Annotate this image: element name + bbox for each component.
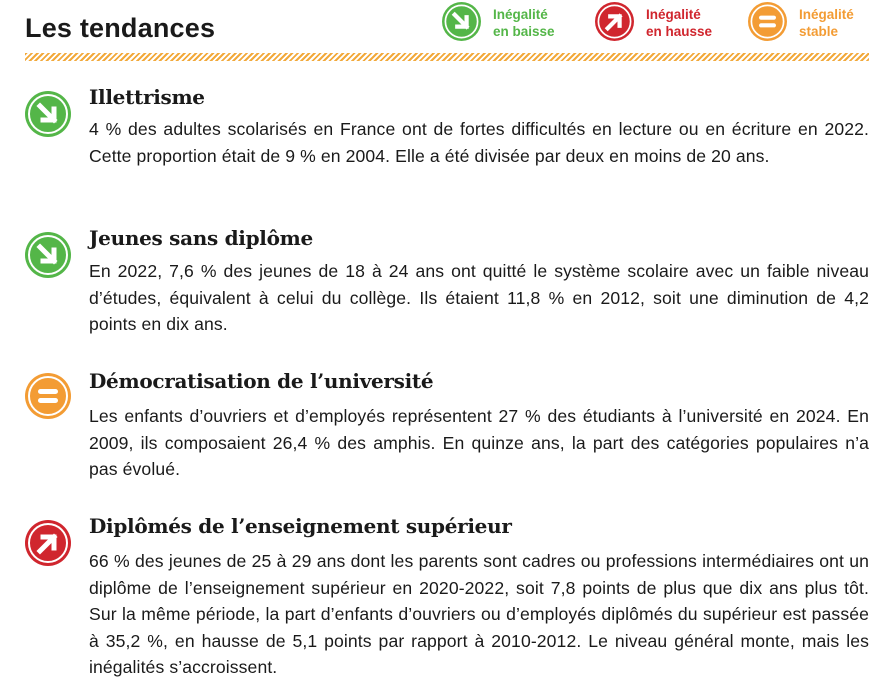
entry-text: 4 % des adultes scolarisés en France ont de fortes difficultés en lecture ou en écriture en 2022. Cette proportion était de 9 % en 2004. Elle a été divisée par deux en moins de 20 ans. — [89, 119, 869, 166]
entry-title: Jeunes sans diplôme — [89, 226, 313, 250]
legend-label: Inégalité en hausse — [646, 7, 713, 39]
entry-title: Illettrisme — [89, 85, 205, 109]
arrow-down-right-icon — [25, 232, 71, 278]
arrow-up-right-icon — [595, 2, 634, 41]
entry-text: 66 % des jeunes de 25 à 29 ans dont les parents sont cadres ou professions intermédiaires ont un diplôme de l’enseignement supérieur en 2020-2022, soit 7,8 points de plus que dix ans plus tôt. Sur la même période, la part d’enfants d’ouvriers ou d’employés diplômés du supérieur est passée à 35,2 %, en hausse de 5,1 points par rapport à 2010-2012. Le niveau général monte, mais les inégalités s’accroissent. — [89, 551, 869, 678]
legend-label: Inégalité en baisse — [493, 7, 555, 39]
equals-icon — [25, 373, 71, 419]
page-title: Les tendances — [25, 13, 216, 43]
hatched-divider — [25, 53, 869, 61]
entry-title: Démocratisation de l’université — [89, 369, 434, 393]
arrow-up-right-icon — [25, 520, 71, 566]
entry-title: Diplômés de l’enseignement supérieur — [89, 514, 512, 538]
arrow-down-right-icon — [442, 2, 481, 41]
equals-icon — [748, 2, 787, 41]
entry-text: En 2022, 7,6 % des jeunes de 18 à 24 ans ont quitté le système scolaire avec un faible niveau d’études, équivalent à celui du collège. Ils étaient 11,8 % en 2012, soit une diminution de 4,2 points en dix ans. — [89, 261, 869, 335]
legend-label: Inégalité stable — [799, 7, 854, 39]
entry-text: Les enfants d’ouvriers et d’employés représentent 27 % des étudiants à l’université en 2024. En 2009, ils composaient 26,4 % des amphis. En quinze ans, la part des catégories populaires n’a pas évolué. — [89, 406, 869, 480]
arrow-down-right-icon — [25, 91, 71, 137]
